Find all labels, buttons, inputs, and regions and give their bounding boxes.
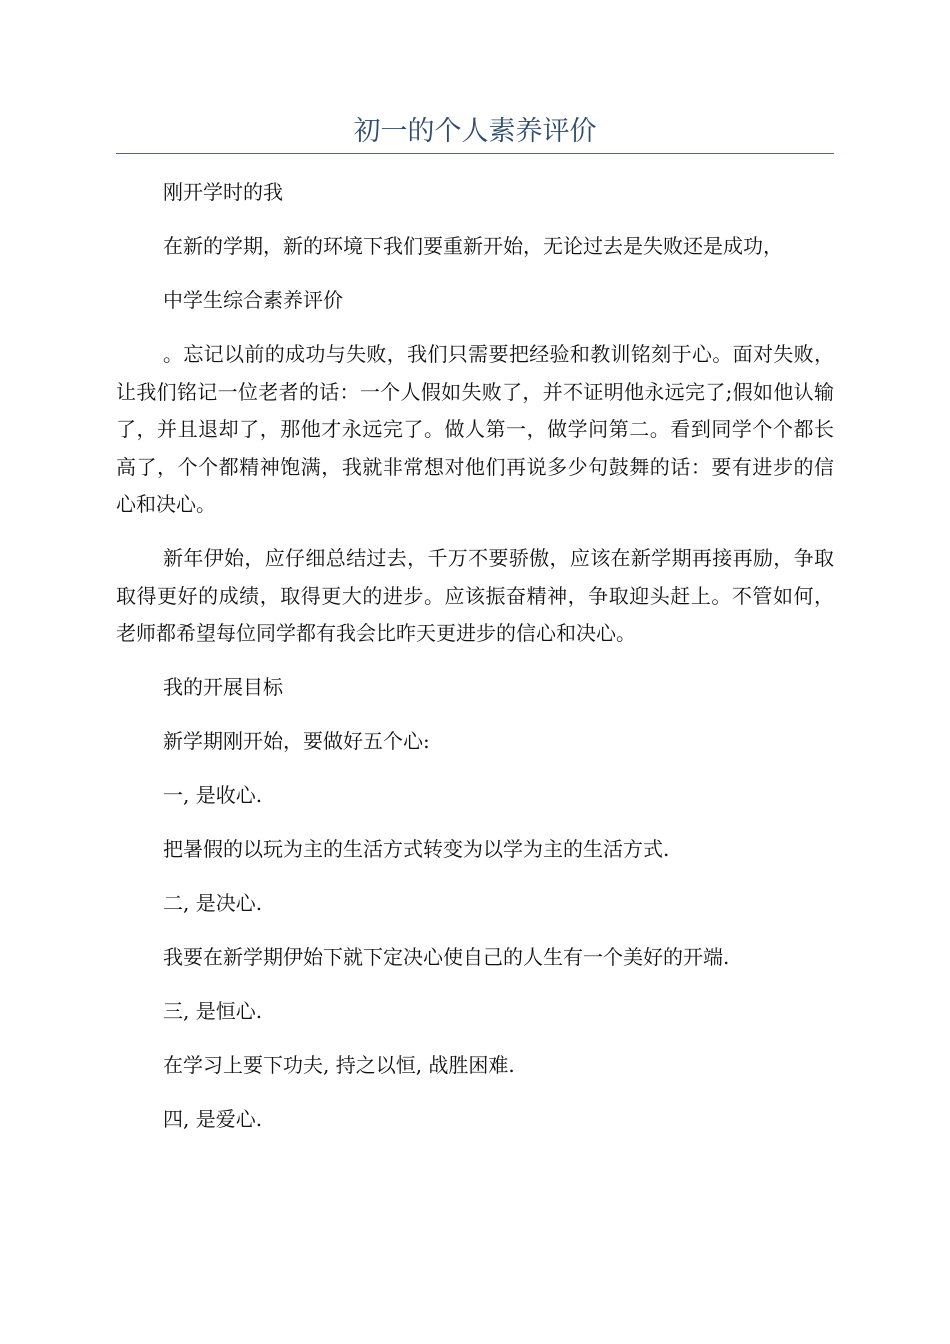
paragraph: 新年伊始，应仔细总结过去，千万不要骄傲，应该在新学期再接再励，争取取得更好的成绩，取得更大的进步。应该振奋精神，争取迎头赶上。不管如何，老师都希望每位同学都有我会比昨天更进步的信心和决心。 bbox=[116, 546, 834, 645]
paragraph-heading-evaluation: 中学生综合素养评价 bbox=[163, 288, 343, 312]
paragraph-heading-goals: 我的开展目标 bbox=[163, 675, 283, 699]
paragraph-heading-start: 刚开学时的我 bbox=[163, 180, 283, 204]
paragraph: 。忘记以前的成功与失败，我们只需要把经验和教训铭刻于心。面对失败，让我们铭记一位老者的话：一个人假如失败了，并不证明他永远完了;假如他认输了，并且退却了，那他才永远完了。做人第一，做学问第二。看到同学个个都长高了，个个都精神饱满，我就非常想对他们再说多少句鼓舞的话：要有进步的信心和决心。 bbox=[116, 342, 834, 516]
title-underline bbox=[116, 153, 834, 154]
list-item-heading: 四, 是爱心. bbox=[163, 1107, 263, 1131]
list-item-heading: 三, 是恒心. bbox=[163, 999, 263, 1023]
list-item-heading: 一, 是收心. bbox=[163, 783, 263, 807]
list-item-detail: 我要在新学期伊始下就下定决心使自己的人生有一个美好的开端. bbox=[163, 945, 730, 969]
document-body bbox=[116, 174, 834, 1155]
list-item-heading: 二, 是决心. bbox=[163, 891, 263, 915]
list-item-detail: 在学习上要下功夫, 持之以恒, 战胜困难. bbox=[163, 1053, 515, 1077]
paragraph: 新学期刚开始，要做好五个心: bbox=[163, 729, 430, 753]
paragraph: 在新的学期，新的环境下我们要重新开始，无论过去是失败还是成功， bbox=[163, 234, 783, 258]
list-item-detail: 把暑假的以玩为主的生活方式转变为以学为主的生活方式. bbox=[163, 837, 670, 861]
document-title: 初一的个人素养评价 bbox=[353, 116, 597, 147]
